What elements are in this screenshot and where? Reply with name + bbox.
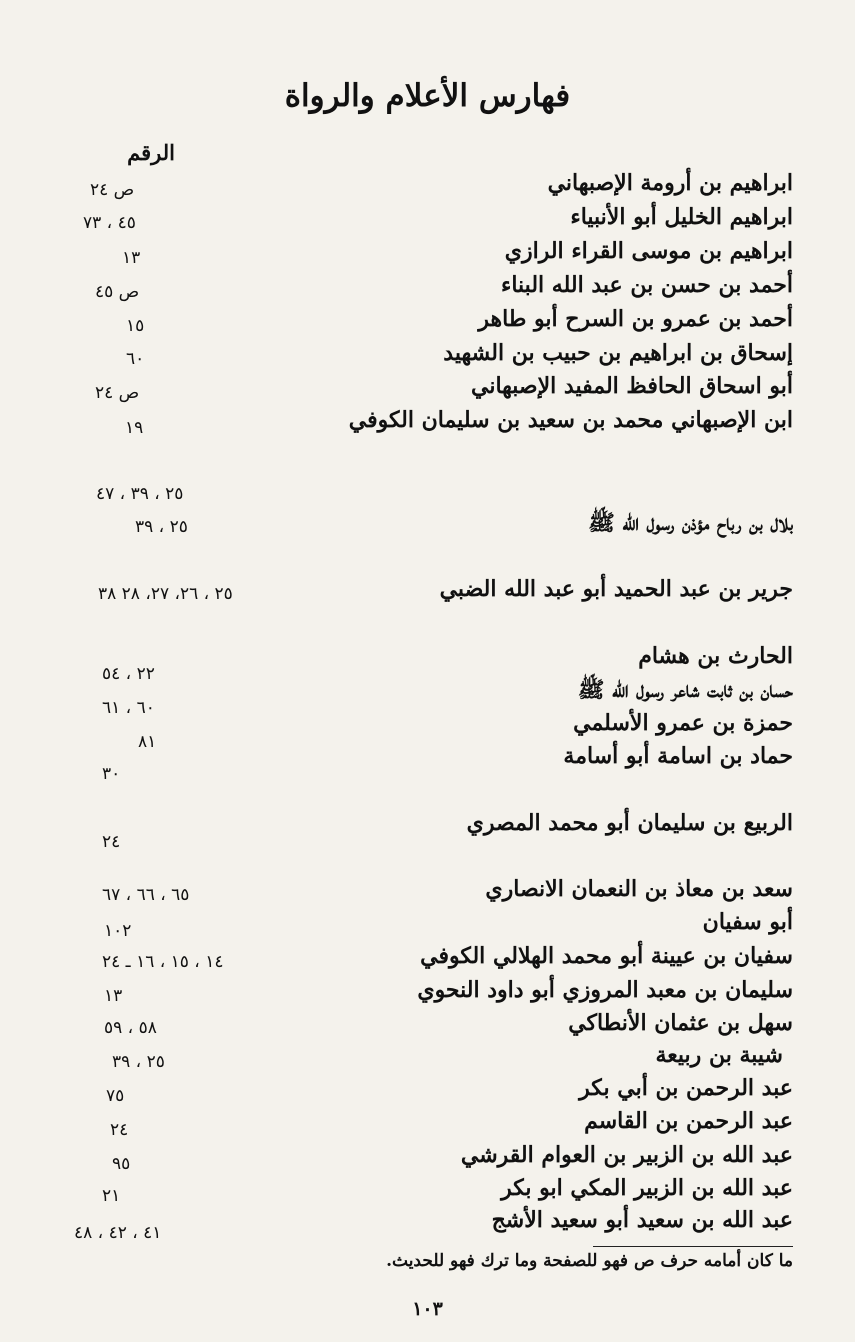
index-entry-name: أحمد بن عمرو بن السرح أبو طاهر — [478, 306, 793, 332]
index-entry-name: عبد الله بن سعيد أبو سعيد الأشج — [491, 1207, 793, 1233]
index-entry-ref: ٩٥ — [112, 1154, 131, 1174]
index-entry-ref: ١٩ — [125, 418, 144, 438]
index-entry-ref: ١٣ — [122, 248, 141, 268]
index-entry-name: جرير بن عبد الحميد أبو عبد الله الضبي — [439, 576, 793, 602]
index-entry-name: عبد الرحمن بن القاسم — [584, 1108, 793, 1134]
index-entry-ref: ٨١ — [138, 732, 157, 752]
index-entry-ref: ٢٥ ، ٢٦، ٢٧، ٢٨ ٣٨ — [98, 584, 233, 604]
index-entry-name: أبو اسحاق الحافظ المفيد الإصبهاني — [470, 373, 793, 399]
index-entry-ref: ٤٥ ، ٧٣ — [83, 213, 136, 233]
index-entry-name: عبد الرحمن بن أبي بكر — [579, 1075, 793, 1101]
footnote: ما كان أمامه حرف ص فهو للصفحة وما ترك فهو للحديث. — [386, 1251, 793, 1271]
index-entry-ref: ١٤ ، ١٥ ، ١٦ ـ ٢٤ — [102, 952, 224, 972]
index-entry-ref: ص ٤٥ — [95, 282, 140, 302]
index-entry-ref: ٥٨ ، ٥٩ — [104, 1018, 157, 1038]
index-entry-name: سفيان بن عيينة أبو محمد الهلالي الكوفي — [420, 943, 793, 969]
index-entry-name: عبد الله بن الزبير المكي ابو بكر — [501, 1175, 793, 1201]
index-entry-name: أحمد بن حسن بن عبد الله البناء — [501, 272, 793, 298]
index-entry-ref: ٣٠ — [102, 764, 121, 784]
index-entry-name: ابراهيم بن موسى القراء الرازي — [504, 238, 793, 264]
index-entry-ref: ١٥ — [126, 316, 145, 336]
page-title: فهارس الأعلام والرواة — [284, 78, 571, 114]
index-entry-ref: ٢٥ ، ٣٩ — [112, 1052, 165, 1072]
page-number: ١٠٣ — [412, 1298, 443, 1320]
index-entry-ref: ٢٥ ، ٣٩ ، ٤٧ — [96, 484, 184, 504]
index-entry-name: عبد الله بن الزبير بن العوام القرشي — [460, 1142, 793, 1168]
index-entry-name: حمزة بن عمرو الأسلمي — [573, 710, 793, 736]
index-entry-ref: ٦٠ ، ٦١ — [102, 698, 155, 718]
index-entry-name: أبو سفيان — [702, 909, 793, 935]
index-entry-ref: ص ٢٤ — [90, 180, 135, 200]
index-entry-ref: ٢٢ ، ٥٤ — [102, 664, 155, 684]
footnote-divider — [593, 1246, 793, 1247]
index-entry-ref: ص ٢٤ — [95, 383, 140, 403]
index-entry-name: حسان بن ثابت شاعر رسول الله ﷺ — [577, 677, 793, 703]
index-entry-name: سليمان بن معبد المروزي أبو داود النحوي — [417, 977, 793, 1003]
index-entry-name: ابراهيم الخليل أبو الأنبياء — [570, 204, 793, 230]
index-entry-name: سعد بن معاذ بن النعمان الانصاري — [485, 876, 793, 902]
index-entry-name: ابراهيم بن أرومة الإصبهاني — [547, 170, 793, 196]
index-entry-ref: ٢٤ — [102, 832, 121, 852]
index-entry-name: إسحاق بن ابراهيم بن حبيب بن الشهيد — [443, 340, 793, 366]
index-entry-ref: ٢٤ — [110, 1120, 129, 1140]
index-entry-ref: ١٣ — [104, 986, 123, 1006]
index-entry-name: سهل بن عثمان الأنطاكي — [568, 1010, 793, 1036]
index-entry-ref: ١٠٢ — [104, 921, 132, 941]
index-entry-ref: ٦٥ ، ٦٦ ، ٦٧ — [102, 885, 190, 905]
index-entry-ref: ٤١ ، ٤٢ ، ٤٨ — [74, 1223, 162, 1243]
index-entry-name: شيبة بن ربيعة — [655, 1042, 783, 1068]
index-entry-name: الحارث بن هشام — [638, 643, 793, 669]
index-entry-name: حماد بن اسامة أبو أسامة — [563, 743, 793, 769]
index-entry-ref: ٦٠ — [126, 349, 145, 369]
index-entry-name: الربيع بن سليمان أبو محمد المصري — [466, 810, 793, 836]
number-column-header: الرقم — [127, 140, 175, 165]
index-entry-ref: ٢١ — [102, 1186, 121, 1206]
index-entry-name: ابن الإصبهاني محمد بن سعيد بن سليمان الكوفي — [348, 407, 793, 433]
index-entry-ref: ٧٥ — [106, 1086, 125, 1106]
index-entry-ref: ٢٥ ، ٣٩ — [135, 517, 188, 537]
index-entry-name: بلال بن رباح مؤذن رسول الله ﷺ — [588, 510, 793, 536]
